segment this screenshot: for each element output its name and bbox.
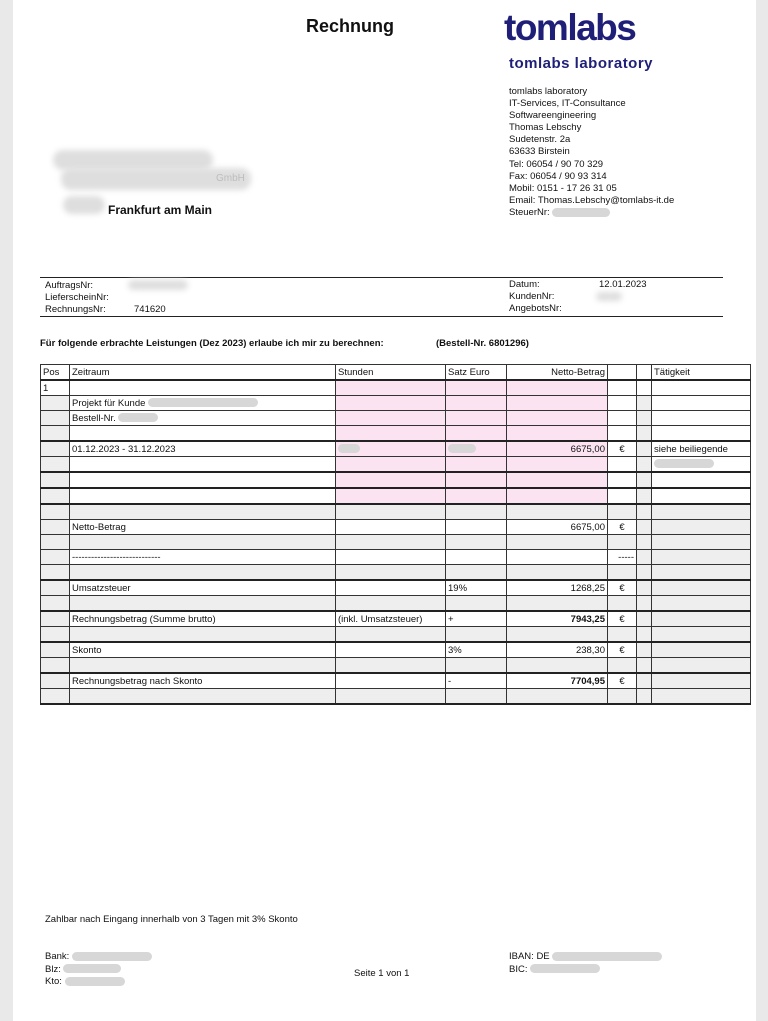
redacted-iban (552, 952, 662, 961)
col-netto-header: Netto-Betrag (507, 365, 608, 381)
rechnung-value: 741620 (134, 304, 166, 315)
currency-cell: € (608, 642, 637, 658)
invoice-page (13, 0, 756, 1021)
brutto-label: Rechnungsbetrag (Summe brutto) (70, 611, 336, 627)
table-row (41, 658, 751, 674)
table-row (41, 535, 751, 550)
table-row (41, 689, 751, 705)
currency-cell: € (608, 520, 637, 535)
dashes-short: ----- (608, 550, 637, 565)
currency-cell: € (608, 673, 637, 689)
blz-label: Blz: (45, 963, 61, 975)
sender-line: Email: Thomas.Lebschy@tomlabs-it.de (509, 194, 675, 206)
redacted-kunden-value (596, 292, 622, 301)
table-row (41, 565, 751, 581)
bic-label: BIC: (509, 963, 528, 975)
iban-details (509, 951, 662, 976)
table-row (41, 596, 751, 612)
bank-details (45, 951, 152, 989)
company-logo (504, 6, 635, 50)
redacted-auftrag-value (128, 280, 188, 290)
table-row-final (41, 673, 751, 689)
netto-value: 6675,00 (507, 520, 608, 535)
table-row-netto (41, 520, 751, 535)
col-taetigkeit-header: Tätigkeit (652, 365, 751, 381)
final-value: 7704,95 (507, 673, 608, 689)
auftrag-label: AuftragsNr: (45, 280, 94, 291)
tax-label: SteuerNr: (509, 206, 550, 218)
sender-tax-line (509, 207, 674, 219)
sender-line: Sudetenstr. 2a (509, 134, 571, 146)
order-number: (Bestell-Nr. 6801296) (436, 338, 529, 349)
kunden-label: KundenNr: (509, 291, 555, 302)
sender-address-block (509, 86, 674, 219)
sender-line: IT-Services, IT-Consultance (509, 98, 626, 110)
redacted-kto (65, 977, 125, 986)
recipient-company-suffix: GmbH (216, 173, 245, 184)
intro-text: Für folgende erbrachte Leistungen (Dez 2023) erlaube ich mir zu berechnen: (40, 338, 384, 349)
netto-label: Netto-Betrag (70, 520, 336, 535)
table-row (41, 426, 751, 442)
sender-line: Softwareengineering (509, 110, 597, 122)
table-row (41, 441, 751, 457)
table-row (41, 411, 751, 426)
sender-line: Tel: 06054 / 90 70 329 (509, 158, 604, 170)
sender-line: Thomas Lebschy (509, 122, 582, 134)
table-row (41, 472, 751, 488)
payment-terms: Zahlbar nach Eingang innerhalb von 3 Tagen mit 3% Skonto (45, 914, 298, 925)
redacted-bank (72, 952, 152, 961)
skonto-value: 238,30 (507, 642, 608, 658)
col-stunden-header: Stunden (336, 365, 446, 381)
skonto-rate: 3% (446, 642, 507, 658)
table-header-row (41, 365, 751, 381)
period-amount: 6675,00 (507, 441, 608, 457)
ust-rate: 19% (446, 580, 507, 596)
lieferschein-label: LieferscheinNr: (45, 292, 109, 303)
ust-value: 1268,25 (507, 580, 608, 596)
sender-line: tomlabs laboratory (509, 86, 588, 97)
final-label: Rechnungsbetrag nach Skonto (70, 673, 336, 689)
sender-line: Fax: 06054 / 90 93 314 (509, 170, 607, 182)
table-row (41, 380, 751, 396)
currency-cell: € (608, 611, 637, 627)
final-sign: - (446, 673, 507, 689)
table-row-skonto (41, 642, 751, 658)
invoice-table (40, 364, 751, 705)
dashes-cell: ---------------------------- (70, 550, 336, 565)
table-row-ust (41, 580, 751, 596)
table-row (41, 396, 751, 411)
pos-cell: 1 (41, 380, 70, 396)
col-pos-header: Pos (41, 365, 70, 381)
rechnung-label: RechnungsNr: (45, 304, 106, 315)
currency-cell: € (608, 580, 637, 596)
datum-label: Datum: (509, 279, 540, 290)
brutto-note: (inkl. Umsatzsteuer) (336, 611, 446, 627)
recipient-city: Frankfurt am Main (108, 203, 213, 217)
table-row (41, 457, 751, 473)
table-row-brutto (41, 611, 751, 627)
period-note: siehe beiliegende (652, 441, 751, 457)
projekt-cell: Projekt für Kunde (70, 396, 336, 411)
table-row (41, 488, 751, 504)
table-row (41, 504, 751, 520)
redacted-recipient-line (53, 150, 213, 170)
redacted-tax-number (552, 208, 610, 217)
bank-label: Bank: (45, 951, 70, 962)
currency-cell: € (608, 441, 637, 457)
redacted-postcode (63, 196, 105, 214)
page-number: Seite 1 von 1 (354, 968, 410, 979)
table-row (41, 627, 751, 643)
divider-bottom (40, 316, 723, 317)
col-zeitraum-header: Zeitraum (70, 365, 336, 381)
col-satz-header: Satz Euro (446, 365, 507, 381)
brutto-value: 7943,25 (507, 611, 608, 627)
bestell-cell: Bestell-Nr. (70, 411, 336, 426)
skonto-label: Skonto (70, 642, 336, 658)
table-row-dashes (41, 550, 751, 565)
sender-line: 63633 Birstein (509, 146, 570, 158)
angebots-label: AngebotsNr: (509, 303, 562, 314)
ust-label: Umsatzsteuer (70, 580, 336, 596)
redacted-bic (530, 964, 600, 973)
brutto-sign: + (446, 611, 507, 627)
logo-text: tomlabs (504, 7, 636, 48)
redacted-blz (63, 964, 121, 973)
sender-line: Mobil: 0151 - 17 26 31 05 (509, 182, 617, 194)
document-title: Rechnung (306, 16, 394, 36)
col-spacer-header (637, 365, 652, 381)
col-currency-header (608, 365, 637, 381)
period-cell: 01.12.2023 - 31.12.2023 (70, 441, 336, 457)
datum-value: 12.01.2023 (599, 279, 647, 290)
kto-label: Kto: (45, 976, 62, 987)
iban-label: IBAN: DE (509, 951, 550, 962)
divider-top (40, 277, 723, 278)
logo-subtitle: tomlabs laboratory (509, 55, 654, 72)
